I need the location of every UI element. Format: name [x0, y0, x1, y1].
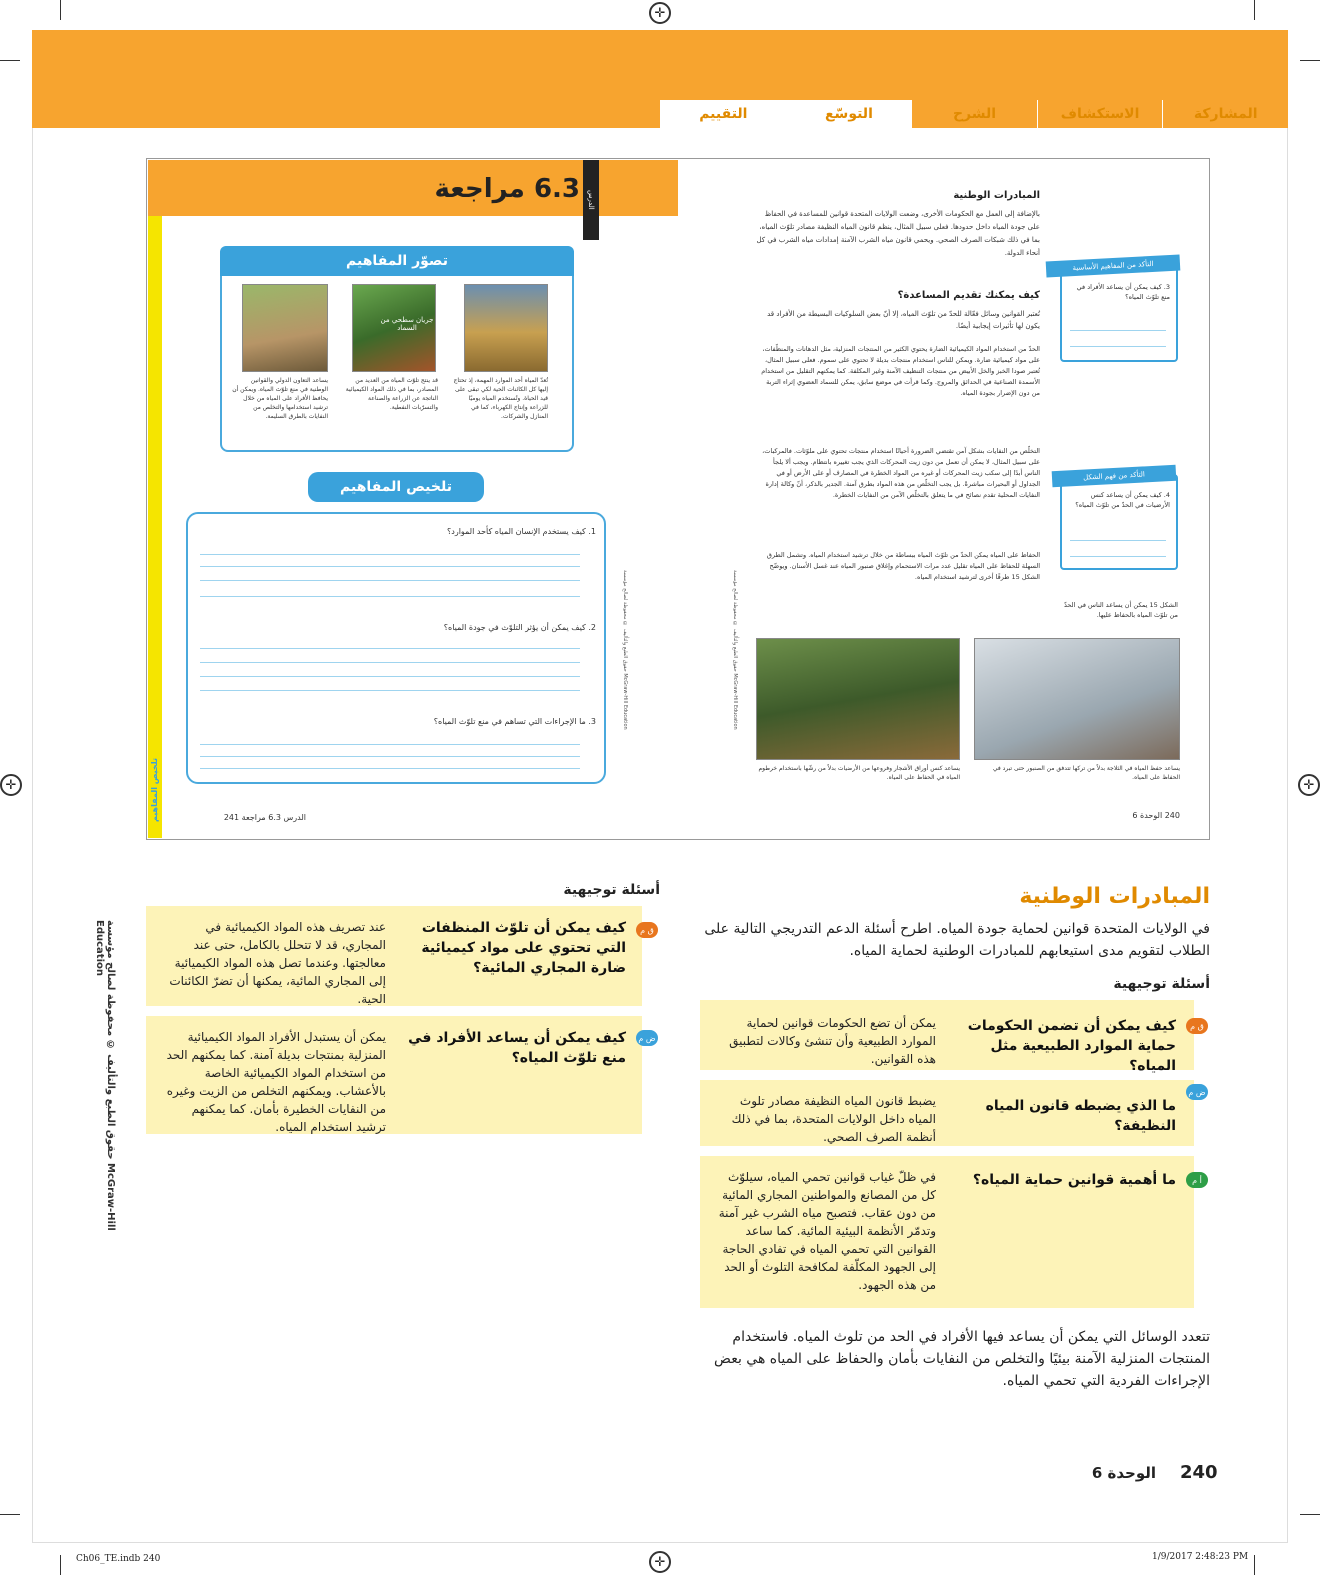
crop-mark	[1300, 60, 1320, 61]
unit-label: الوحدة 6	[1091, 1464, 1156, 1482]
check-1-question: 3. كيف يمكن أن يساعد الأفراد في منع تلوّث المياه؟	[1076, 283, 1170, 301]
visual-concepts-title: تصوّر المفاهيم	[220, 246, 574, 276]
thumb-national-title: المبادرات الوطنية	[953, 190, 1040, 201]
level-badge: ق م	[1186, 1018, 1208, 1034]
crop-mark	[1254, 0, 1255, 20]
registration-mark-icon: ✛	[0, 774, 22, 796]
answer-line	[200, 676, 580, 677]
answer-line	[200, 690, 580, 691]
registration-mark-icon: ✛	[1298, 774, 1320, 796]
answer-line	[200, 756, 580, 757]
answer-line	[1070, 540, 1166, 541]
answer-line	[200, 768, 580, 769]
figure-caption: الشكل 15 يمكن أن يساعد الناس في الحدّ من تلوّث المياه بالحفاظ عليها.	[1064, 601, 1178, 619]
section-tabs	[660, 100, 1288, 128]
visual-caption-1: تُعدّ المياه أحد الموارد المهمة، إذ تحتاج إليها كل الكائنات الحية لكي تبقى على قيد الحياة. وتُستخدم المياه يوميًا للزراعة وإنتاج الكهرباء، كما في المنازل والشركات.	[453, 377, 548, 420]
check-1-head: التأكد من المفاهيم الأساسية	[1046, 255, 1181, 278]
thumb-footer-left: الدرس 6.3 مراجعة 241	[223, 813, 306, 822]
level-badge: ض م	[636, 1030, 658, 1046]
thumb-conserve-text: الحفاظ على المياه يمكن الحدّ من تلوّث المياه ببساطة من خلال ترشيد استخدام المياه. وتشمل الطرق السهلة للحفاظ على المياه تقليل عدد مرات الاستحمام وإغلاق صنبور المياه عند غسل الأسنان. ويوضّح الشكل 15 طرقًا أخرى لترشيد استخدام المياه.	[766, 551, 1040, 581]
tab-elaborate[interactable]: التوسّع	[786, 100, 912, 128]
check-box-1	[1060, 262, 1178, 362]
side-label: تلخيص المفاهيم	[150, 758, 159, 822]
main-title: المبادرات الوطنية	[1019, 884, 1210, 909]
answer-line	[200, 744, 580, 745]
left-guiding-label: أسئلة توجيهية	[563, 882, 660, 898]
check-2-question: 4. كيف يمكن أن يساعد كنس الأرضيات في الحدّ من تلوّث المياه؟	[1075, 491, 1170, 509]
answer-text: عند تصريف هذه المواد الكيميائية في المجاري، قد لا تتحلل بالكامل، حتى عند معالجتها. وعندما تصل هذه المواد الكيميائية إلى المجاري المائية، يمكنها أن تضرّ الكائنات الحية.	[169, 920, 386, 1006]
registration-mark-icon: ✛	[649, 1551, 671, 1573]
main-guiding-label: أسئلة توجيهية	[1113, 976, 1210, 992]
copyright-mini: حقوق الطبع والتأليف © محفوظة لصالح مؤسسة McGraw-Hill Education	[622, 570, 628, 730]
windmill-photo	[464, 284, 548, 372]
question-text: كيف يمكن أن تلوّث المنظفات التي تحتوي على مواد كيميائية ضارة المجاري المائية؟	[421, 920, 626, 976]
question-text: ما أهمية قوانين حماية المياه؟	[972, 1172, 1176, 1188]
summary-q1: 1. كيف يستخدم الإنسان المياه كأحد الموارد؟	[447, 527, 596, 536]
thumb-chem-text: الحدّ من استخدام المواد الكيميائية الضارة يحتوي الكثير من المنتجات المنزلية، مثل الدهانات والمنظّفات، على مواد كيميائية ضارة. ويمكن للناس استخدام منتجات بديلة لا تحتوي على سموم. فعلى سبيل المثال، تُعتبر صودا الخبز والخل الأبيض من منتجات التنظيف الآمنة وغير المكلفة. كما يمكنهم التقليل من استخدام الأسمدة الصناعية في الحدائق والمروج. وكما قرأت في موضع سابق، يمكن للسماد العضوي إثراء التربة من دون الإضرار بجودة المياه.	[761, 345, 1040, 397]
tab-evaluate[interactable]: التقييم	[660, 100, 786, 128]
thumb-help-text: تُعتبر القوانين وسائل فعّالة للحدّ من تلوّث المياه، إلا أنّ بعض السلوكيات البسيطة من الأفراد قد يكون لها تأثيرات إيجابية أيضًا.	[767, 310, 1040, 330]
thumb-national-text: بالإضافة إلى العمل مع الحكومات الأخرى، وضعت الولايات المتحدة قوانين للمساعدة في الحفاظ على جودة المياه داخل حدودها. فعلى سبيل المثال، ينظم قانون المياه النظيفة مصادر تلوّث المياه، بما في ذلك شبكات الصرف الصحي. ويحمي قانون مياه الشرب الآمنة إمدادات مياه الشرب في كل أنحاء الدولة.	[756, 210, 1040, 257]
answer-text: يضبط قانون المياه النظيفة مصادر تلوث المياه داخل الولايات المتحدة، بما في ذلك أنظمة الصرف الصحي.	[731, 1094, 936, 1144]
level-badge: ض م	[1186, 1084, 1208, 1100]
answer-line	[200, 662, 580, 663]
copyright-mini: حقوق الطبع والتأليف © محفوظة لصالح مؤسسة McGraw-Hill Education	[732, 570, 738, 730]
crop-mark	[60, 1555, 61, 1575]
file-info: Ch06_TE.indb 240	[76, 1554, 161, 1564]
answer-line	[1070, 330, 1166, 331]
tab-engage[interactable]: المشاركة	[1162, 100, 1288, 128]
thumb-help-title: كيف يمكنك تقديم المساعدة؟	[897, 290, 1040, 301]
crop-mark	[1254, 1555, 1255, 1575]
thumb-waste-text: التخلّص من النفايات بشكل آمن تقتضي الضرورة أحيانًا استخدام منتجات تحتوي على ملوّثات. فالمركبات، على سبيل المثال، لا يمكن أن تعمل من دون زيت المحركات الذي يجب تغييره بانتظام. ويجب ألا يلجأ الناس أبدًا إلى سكب زيت المحركات أو غيره من المواد الخطرة في المصارف أو على الأرض أو في الجداول أو البحيرات مباشرةً. بل يجب التخلّص من هذه المواد بطرق آمنة. الجدير بالذكر، أنّ وكالة إدارة النفايات المحلية تقدم نصائح في ما يتعلق بالتخلّص الآمن من النفايات الخطرة.	[762, 447, 1040, 499]
page-number: 240	[1180, 1462, 1218, 1483]
registration-mark-icon: ✛	[649, 2, 671, 24]
check-2-head: التأكد من فهم الشكل	[1052, 465, 1177, 487]
main-intro: في الولايات المتحدة قوانين لحماية جودة المياه. اطرح أسئلة الدعم التدريجي التالية على الطلاب لتقويم مدى استيعابهم للمبادرات الوطنية لحماية المياه.	[704, 921, 1210, 959]
review-tag: الدرس	[583, 160, 599, 240]
summary-q3: 3. ما الإجراءات التي تساهم في منع تلوّث المياه؟	[433, 717, 596, 726]
closing-paragraph: تتعدد الوسائل التي يمكن أن يساعد فيها الأفراد في الحد من تلوث المياه. فاستخدام المنتجات المنزلية الآمنة بيئيًا والتخلص من النفايات بأمان والحفاظ على المياه هي بعض الإجراءات الفردية التي تحمي المياه.	[714, 1329, 1210, 1389]
answer-line	[1070, 346, 1166, 347]
summary-q2: 2. كيف يمكن أن يؤثر التلوّث في جودة المياه؟	[443, 623, 596, 632]
thumb-footer-right: 240 الوحدة 6	[1132, 811, 1180, 820]
level-badge: أ م	[1186, 1172, 1208, 1188]
visual-caption-2: قد ينتج تلوّث المياه من العديد من المصادر، بما في ذلك المواد الكيميائية الناتجة عن الزراعة والصناعة والتسرّبات النفطية.	[345, 377, 438, 411]
crop-mark	[0, 1514, 20, 1515]
tab-explain[interactable]: الشرح	[911, 100, 1037, 128]
summary-title: تلخيص المفاهيم	[308, 472, 484, 502]
answer-text: في ظلّ غياب قوانين تحمي المياه، سيلوّث كل من المصانع والمواطنين المجاري المائية من دون عقاب. فتصبح مياه الشرب غير آمنة وتدمّر الأنظمة البيئية المائية. كما ساعد القوانين التي تحمي المياه في تفادي الحاجة إلى الجهود المكلّفة لمكافحة التلوث أو الحد من هذه الجهود.	[718, 1170, 936, 1292]
answer-line	[200, 566, 580, 567]
crop-mark	[60, 0, 61, 20]
level-badge: ق م	[636, 922, 658, 938]
crop-mark	[1300, 1514, 1320, 1515]
answer-text: يمكن أن تضع الحكومات قوانين لحماية الموارد الطبيعية وأن تنشئ وكالات لتطبيق هذه القوانين.	[729, 1016, 936, 1066]
review-title: 6.3 مراجعة	[434, 174, 580, 204]
tab-explore[interactable]: الاستكشاف	[1037, 100, 1163, 128]
answer-line	[200, 580, 580, 581]
visual-caption-3: يساعد التعاون الدولي والقوانين الوطنية في منع تلوّث المياه. ويمكن أن يحافظ الأفراد على المياه من خلال ترشيد استخدامها والتخلص من النفايات بالطرق السليمة.	[232, 377, 328, 420]
crop-mark	[0, 60, 20, 61]
question-text: كيف يمكن أن يساعد الأفراد في منع تلوّث المياه؟	[408, 1030, 626, 1066]
runoff-overlay: جريان سطحي من السماد	[380, 316, 434, 332]
question-text: كيف يمكن أن تضمن الحكومات حماية الموارد الطبيعية مثل المياه؟	[967, 1018, 1176, 1074]
fridge-photo	[974, 638, 1180, 760]
question-text: ما الذي يضبطه قانون المياه النظيفة؟	[985, 1098, 1176, 1134]
answer-line	[200, 596, 580, 597]
sweeping-photo-large	[756, 638, 960, 760]
answer-line	[200, 554, 580, 555]
photo-caption-right: يساعد حفظ المياه في الثلاجة بدلاً من تركها تتدفق من الصنبور حتى تبرد في الحفاظ على المياه.	[992, 765, 1180, 781]
answer-text: يمكن أن يستبدل الأفراد المواد الكيميائية المنزلية بمنتجات بديلة آمنة. كما يمكنهم الحد من استخدام المواد الكيميائية الخاصة بالأعشاب. ويمكنهم التخلص من الزيت وغيره من النفايات الخطيرة بأمان. كما يمكنهم ترشيد استخدام المياه.	[166, 1030, 386, 1134]
photo-caption-left: يساعد كنس أوراق الأشجار وفروعها من الأرضيات بدلاً من رشّها باستخدام خرطوم المياه في الحفاظ على المياه.	[758, 765, 960, 781]
print-date: 1/9/2017 2:48:23 PM	[1152, 1552, 1249, 1562]
vertical-copyright: حقوق الطبع والتأليف © محفوظة لصالح مؤسسة McGraw-Hill Education	[94, 920, 116, 1231]
sweeping-photo	[242, 284, 328, 372]
answer-line	[200, 648, 580, 649]
answer-line	[1070, 556, 1166, 557]
